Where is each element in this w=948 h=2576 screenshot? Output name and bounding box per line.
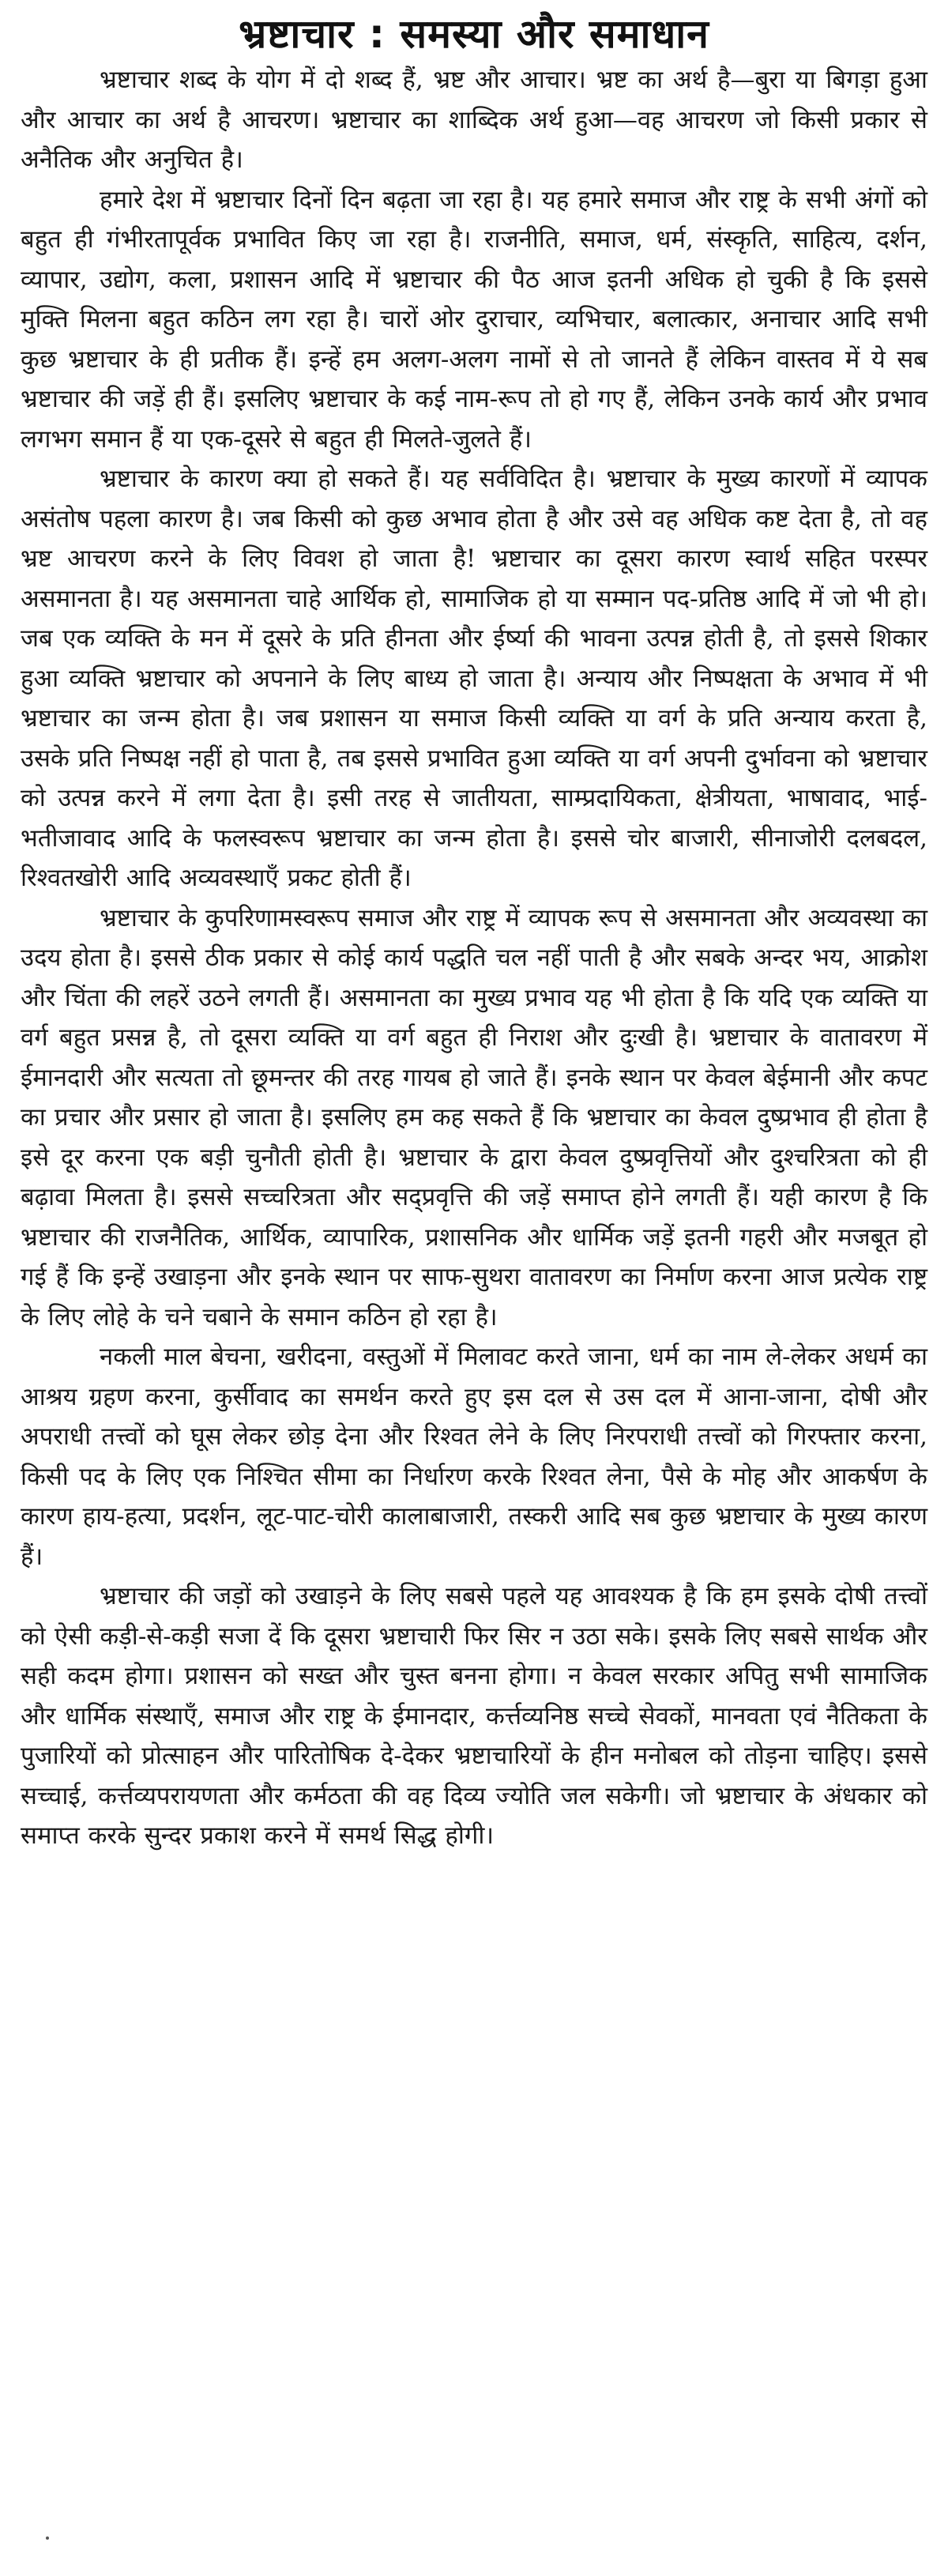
paragraph-definition: भ्रष्टाचार शब्द के योग में दो शब्द हैं, भ्रष्ट और आचार। भ्रष्ट का अर्थ है—बुरा या बिगड़ा हुआ और आचार का अर्थ है आचरण। भ्रष्टाचार का शाब्दिक अर्थ हुआ—वह आचरण जो किसी प्रकार से अनैतिक और अनुचित है।: [21, 66, 927, 174]
page-mark: [46, 2536, 49, 2540]
essay-body: [21, 60, 927, 1856]
paragraph-examples: नकली माल बेचना, खरीदना, वस्तुओं में मिलावट करते जाना, धर्म का नाम ले-लेकर अधर्म का आश्रय ग्रहण करना, कुर्सीवाद का समर्थन करते हुए इस दल से उस दल में आना-जाना, दोषी और अपराधी तत्त्वों को घूस लेकर छोड़ देना और रिश्वत लेने के लिए निरपराधी तत्त्वों को गिरफ्तार करना, किसी पद के लिए एक निश्चित सीमा का निर्धारण करके रिश्वत लेना, पैसे के मोह और आकर्षण के कारण हाय-हत्या, प्रदर्शन, लूट-पाट-चोरी कालाबाजारी, तस्करी आदि सब कुछ भ्रष्टाचार के मुख्य कारण हैं।: [21, 1343, 927, 1571]
essay-title: भ्रष्टाचार : समस्या और समाधान: [239, 11, 709, 57]
paragraph-causes: भ्रष्टाचार के कारण क्या हो सकते हैं। यह सर्वविदित है। भ्रष्टाचार के मुख्य कारणों में व्यापक असंतोष पहला कारण है। जब किसी को कुछ अभाव होता है और उसे वह अधिक कष्ट देता है, तो वह भ्रष्ट आचरण करने के लिए विवश हो जाता है! भ्रष्टाचार का दूसरा कारण स्वार्थ सहित परस्पर असमानता है। यह असमानता चाहे आर्थिक हो, सामाजिक हो या सम्मान पद-प्रतिष्ठ आदि में जो भी हो। जब एक व्यक्ति के मन में दूसरे के प्रति हीनता और ईर्ष्या की भावना उत्पन्न होती है, तो इससे शिकार हुआ व्यक्ति भ्रष्टाचार को अपनाने के लिए बाध्य हो जाता है। अन्याय और निष्पक्षता के अभाव में भी भ्रष्टाचार का जन्म होता है। जब प्रशासन या समाज किसी व्यक्ति या वर्ग के प्रति अन्याय करता है, उसके प्रति निष्पक्ष नहीं हो पाता है, तब इससे प्रभावित हुआ व्यक्ति या वर्ग अपनी दुर्भावना को भ्रष्टाचार को उत्पन्न करने में लगा देता है। इसी तरह से जातीयता, साम्प्रदायिकता, क्षेत्रीयता, भाषावाद, भाई-भतीजावाद आदि के फलस्वरूप भ्रष्टाचार का जन्म होता है। इससे चोर बाजारी, सीनाजोरी दलबदल, रिश्वतखोरी आदि अव्यवस्थाएँ प्रकट होती हैं।: [21, 465, 927, 892]
paragraph-consequences: भ्रष्टाचार के कुपरिणामस्वरूप समाज और राष्ट्र में व्यापक रूप से असमानता और अव्यवस्था का उदय होता है। इससे ठीक प्रकार से कोई कार्य पद्धति चल नहीं पाती है और सबके अन्दर भय, आक्रोश और चिंता की लहरें उठने लगती हैं। असमानता का मुख्य प्रभाव यह भी होता है कि यदि एक व्यक्ति या वर्ग बहुत प्रसन्न है, तो दूसरा व्यक्ति या वर्ग बहुत ही निराश और दुःखी है। भ्रष्टाचार के वातावरण में ईमानदारी और सत्यता तो छूमन्तर की तरह गायब हो जाते हैं। इनके स्थान पर केवल बेईमानी और कपट का प्रचार और प्रसार हो जाता है। इसलिए हम कह सकते हैं कि भ्रष्टाचार का केवल दुष्प्रभाव ही होता है इसे दूर करना एक बड़ी चुनौती होती है। भ्रष्टाचार के द्वारा केवल दुष्प्रवृत्तियों और दुश्चरित्रता को ही बढ़ावा मिलता है। इससे सच्चरित्रता और सद्प्रवृत्ति की जड़ें समाप्त होने लगती हैं। यही कारण है कि भ्रष्टाचार की राजनैतिक, आर्थिक, व्यापारिक, प्रशासनिक और धार्मिक जड़ें इतनी गहरी और मजबूत हो गई हैं कि इन्हें उखाड़ना और इनके स्थान पर साफ-सुथरा वातावरण का निर्माण करना आज प्रत्येक राष्ट्र के लिए लोहे के चने चबाने के समान कठिन हो रहा है।: [21, 903, 927, 1331]
paragraph-solution: भ्रष्टाचार की जड़ों को उखाड़ने के लिए सबसे पहले यह आवश्यक है कि हम इसके दोषी तत्त्वों को ऐसी कड़ी-से-कड़ी सजा दें कि दूसरा भ्रष्टाचारी फिर सिर न उठा सके। इसके लिए सबसे सार्थक और सही कदम होगा। प्रशासन को सख्त और चुस्त बनना होगा। न केवल सरकार अपितु सभी सामाजिक और धार्मिक संस्थाएँ, समाज और राष्ट्र के ईमानदार, कर्त्तव्यनिष्ठ सच्चे सेवकों, मानवता एवं नैतिकता के पुजारियों को प्रोत्साहन और पारितोषिक दे-देकर भ्रष्टाचारियों के हीन मनोबल को तोड़ना चाहिए। इससे सच्चाई, कर्त्तव्यपरायणता और कर्मठता की वह दिव्य ज्योति जल सकेगी। जो भ्रष्टाचार के अंधकार को समाप्त करके सुन्दर प्रकाश करने में समर्थ सिद्ध होगी।: [21, 1582, 927, 1850]
paragraph-spread: हमारे देश में भ्रष्टाचार दिनों दिन बढ़ता जा रहा है। यह हमारे समाज और राष्ट्र के सभी अंगों को बहुत ही गंभीरतापूर्वक प्रभावित किए जा रहा है। राजनीति, समाज, धर्म, संस्कृति, साहित्य, दर्शन, व्यापार, उद्योग, कला, प्रशासन आदि में भ्रष्टाचार की पैठ आज इतनी अधिक हो चुकी है कि इससे मुक्ति मिलना बहुत कठिन लग रहा है। चारों ओर दुराचार, व्यभिचार, बलात्कार, अनाचार आदि सभी कुछ भ्रष्टाचार के ही प्रतीक हैं। इन्हें हम अलग-अलग नामों से तो जानते हैं लेकिन वास्तव में ये सब भ्रष्टाचार की जड़ें ही हैं। इसलिए भ्रष्टाचार के कई नाम-रूप तो हो गए हैं, लेकिन उनके कार्य और प्रभाव लगभग समान हैं या एक-दूसरे से बहुत ही मिलते-जुलते हैं।: [21, 185, 927, 454]
